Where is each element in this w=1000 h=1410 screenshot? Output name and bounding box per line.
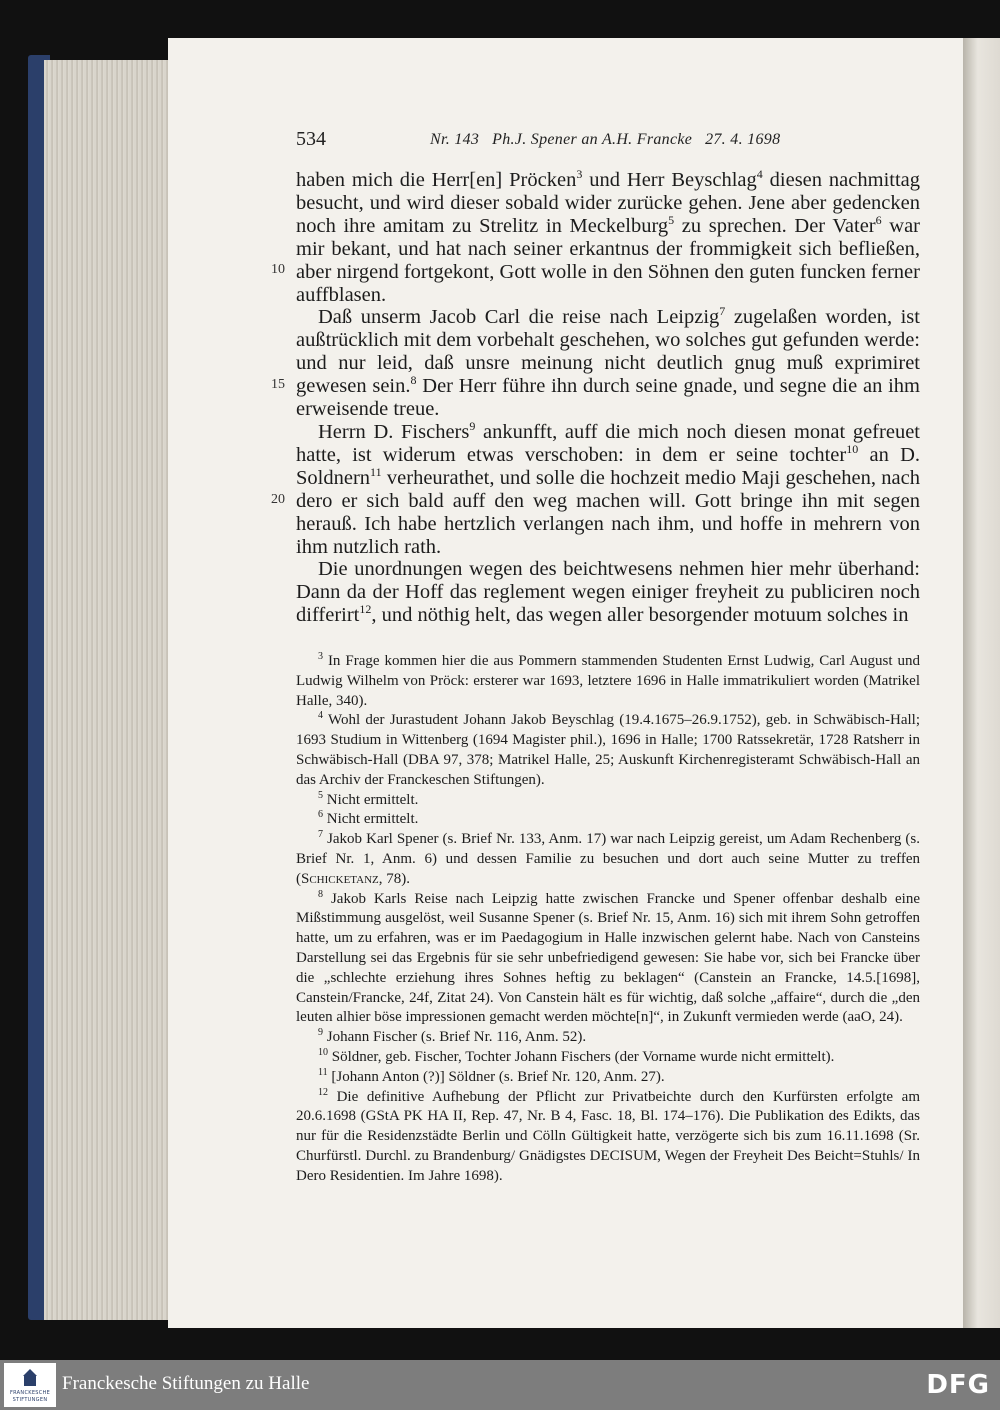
paragraph: Herrn D. Fischers$^9$ ankunfft, auff die mich noch diesen monat gefreuet hatte, ist widerum etwas verschoben: in dem er seine tochter$^{10}$ an D. Soldnern$^{11}$ verheurathet, und solle die hochzeit medio Maji geschehen, nach dero er sich bald auff den weg machen will. Gott bringe ihn mit segen herauß. Ich habe hertzlich verlangen nach ihm, und hoffe in mehrern von ihm nutzlich rath. [296, 419, 920, 558]
footnote: $^3$ In Frage kommen hier die aus Pommern stammenden Studenten Ernst Ludwig, Carl August und Ludwig Wilhelm von Pröck: ersterer war 1693, letztere 1696 in Halle immatrikuliert worden (Matrikel Halle, 340). [296, 651, 920, 709]
line-number: 20 [271, 492, 285, 507]
franckesche-stiftungen-logo[interactable] [4, 1363, 56, 1407]
footnote: $^8$ Jakob Karls Reise nach Leipzig hatte zwischen Francke und Spener offenbar deshalb eine Mißstimmung ausgelöst, weil Susanne Spener (s. Brief Nr. 15, Anm. 16) sich mit ihrem Sohn getroffen hatte, um zu erfahren, was er im Paedagogium in Halle inzwischen gelernt habe. Nach von Cansteins Darstellung sei das Ergebnis für sie sehr unbefriedigend gewesen: Sie habe vor, sich bei Francke über die „schlechte erziehung ihres Sohnes heftig zu beklagen“ (Canstein an Francke, 14.5.[1698], Canstein/Francke, 24f, Zitat 24). Von Canstein hält es für wichtig, daß solche „affaire“, durch die „den leuten alhier böse impressionen gemacht werden möchte[n]“, in Zukunft vermieden werde (aaO, 24). [296, 888, 920, 1026]
paragraph: haben mich die Herr[en] Pröcken$^3$ und Herr Beyschlag$^4$ diesen nachmittag besucht, und wird dieser sobald wider zurücke gehen. Jene aber gedencken noch ihre amitam zu Strelitz in Meckelburg$^5$ zu sprechen. Der Vater$^6$ war mir bekant, und hat nach seiner erkantnus der frommigkeit sich befließen, aber nirgend fortgekont, Gott wolle in den Söhnen den guten funcken ferner auffblasen. [296, 167, 921, 306]
footer-title[interactable]: Franckesche Stiftungen zu Halle [62, 1373, 310, 1394]
paragraph: Daß unserm Jacob Carl die reise nach Leipzig$^7$ zugelaßen worden, ist außtrücklich mit dem vorbehalt geschehen, wo solches gut gefunden werde: und nur leid, daß unsre meinung nicht deutlich gnug muß exprimiret gewesen sein.$^8$ Der Herr führe ihn durch seine gnade, und segne die an ihm erweisende treue. [296, 304, 920, 421]
footnote: $^6$ Nicht ermittelt. [318, 809, 419, 828]
footnotes [296, 652, 920, 1187]
page-number: 534 [296, 128, 326, 150]
building-icon [23, 1369, 37, 1376]
line-number: 15 [271, 377, 285, 392]
running-head: Nr. 143 Ph.J. Spener an A.H. Francke 27. 4. 1698 [430, 131, 781, 148]
page-edges [44, 60, 172, 1320]
logo-text: STIFTUNGEN [12, 1397, 48, 1403]
footnote: $^{10}$ Söldner, geb. Fischer, Tochter Johann Fischers (der Vorname wurde nicht ermittelt). [318, 1046, 835, 1065]
letter-text [296, 169, 920, 627]
footnote: $^9$ Johann Fischer (s. Brief Nr. 116, Anm. 52). [318, 1027, 587, 1046]
footnote: $^{11}$ [Johann Anton (?)] Söldner (s. Brief Nr. 120, Anm. 27). [318, 1066, 665, 1085]
footnote: $^{12}$ Die definitive Aufhebung der Pflicht zur Privatbeichte durch den Kurfürsten erfolgte am 20.6.1698 (GStA PK HA II, Rep. 47, Nr. B 4, Fasc. 18, Bl. 174–176). Die Publikation des Edikts, das nur für die Residenzstädte Berlin und Cölln Gültigkeit hatte, verzögerte sich bis zum 16.11.1698 (Sr. Churfürstl. Durchl. zu Brandenburg/ Gnädigstes DECISUM, Wegen der Freyheit Des Beicht=Stuhls/ In Dero Residentien. Im Jahre 1698). [296, 1086, 920, 1184]
logo-text: FRANCKESCHE [9, 1390, 51, 1396]
footnote: $^7$ Jakob Karl Spener (s. Brief Nr. 133, Anm. 17) war nach Leipzig gereist, um Adam Rechenberg (s. Brief Nr. 1, Anm. 6) und dessen Familie zu besuchen und dort auch seine Mutter zu treffen (Schicketanz, 78). [296, 829, 920, 887]
page-gutter [963, 38, 1000, 1328]
footnote: $^5$ Nicht ermittelt. [318, 789, 419, 808]
dfg-logo[interactable]: DFG [926, 1370, 990, 1400]
line-number: 10 [271, 262, 285, 277]
paragraph: Die unordnungen wegen des beichtwesens nehmen hier mehr überhand: Dann da der Hoff das reglement wegen einiger freyheit zu publiciren noch differirt$^{12}$, und nöthig helt, das wegen aller besorgender motuum solches in [296, 558, 920, 627]
footnote: $^4$ Wohl der Jurastudent Johann Jakob Beyschlag (19.4.1675–26.9.1752), geb. in Schwäbisch-Hall; 1693 Studium in Wittenberg (1694 Magister phil.), 1696 in Halle; 1700 Ratssekretär, 1728 Ratsherr in Schwäbisch-Hall (DBA 97, 378; Matrikel Halle, 25; Auskunft Kirchenregisteramt Schwäbisch-Hall an das Archiv der Franckeschen Stiftungen). [296, 710, 920, 788]
building-icon [24, 1376, 36, 1386]
viewer-footer [0, 1360, 1000, 1410]
